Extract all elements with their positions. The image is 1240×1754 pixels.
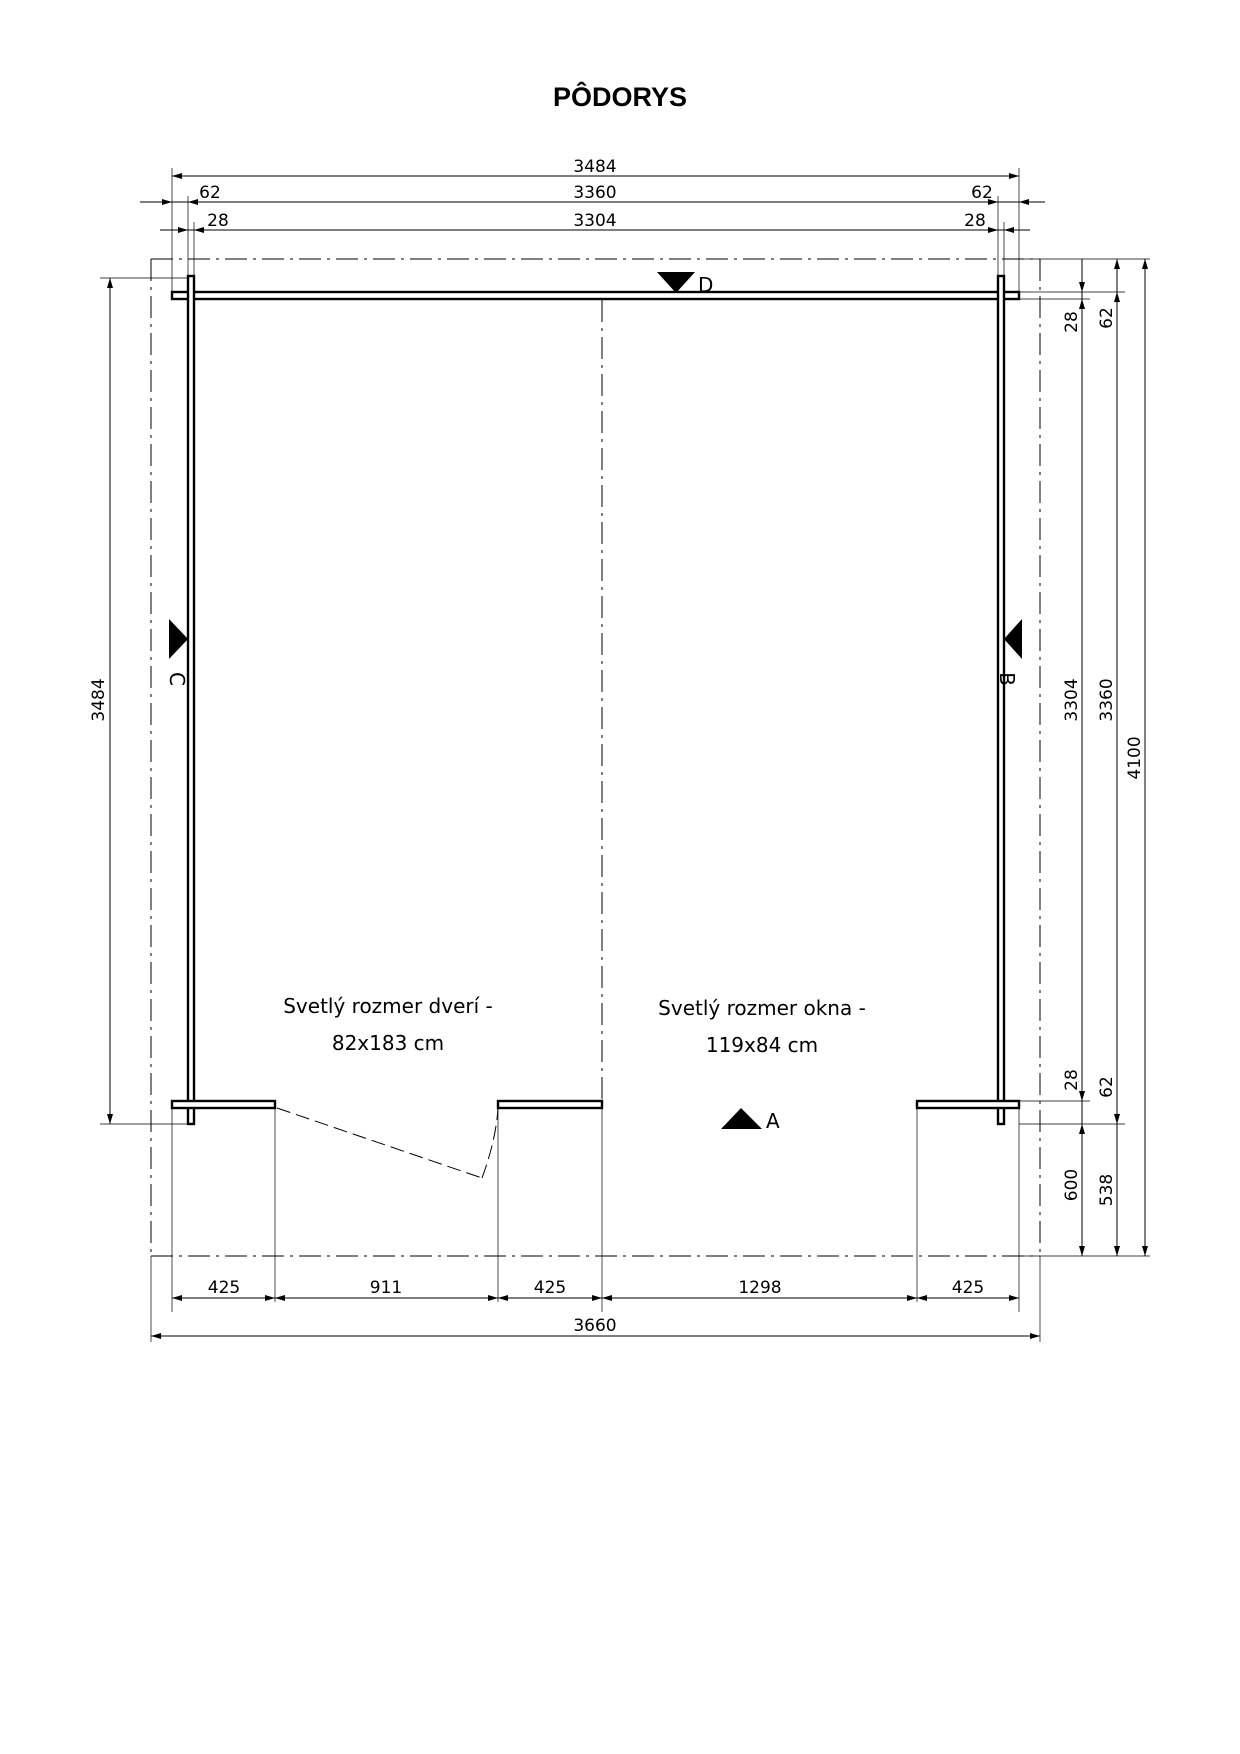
- window-note: [658, 996, 866, 1057]
- dim-top-inner-left: 28: [207, 211, 229, 231]
- dim-bottom-seg2: 911: [369, 1278, 403, 1298]
- dim-top-inner-right: 28: [964, 211, 986, 231]
- section-c-arrow-icon: [169, 619, 188, 659]
- window-note-line-2: 119x84 cm: [705, 1033, 819, 1057]
- window-note-line-1: Svetlý rozmer okna -: [658, 996, 866, 1020]
- dim-top-overall: 3484: [573, 157, 617, 177]
- wall-right: [998, 276, 1004, 1124]
- door-note: [283, 994, 493, 1055]
- section-d-arrow-icon: [657, 272, 695, 293]
- dim-left-depth: 3484: [89, 678, 109, 722]
- dim-right-3304: 3304: [1062, 678, 1082, 722]
- wall-front-middle: [498, 1101, 602, 1108]
- section-b-label: B: [995, 672, 1019, 686]
- dim-right-bot-28: 28: [1062, 1069, 1082, 1091]
- section-a-arrow-icon: [721, 1108, 762, 1129]
- dim-top-mid-left: 62: [199, 183, 221, 203]
- section-c-label: C: [165, 672, 189, 686]
- section-b-arrow-icon: [1004, 619, 1022, 659]
- dim-top-mid-right: 62: [971, 183, 993, 203]
- dim-bottom-seg5: 425: [951, 1278, 985, 1298]
- section-marker-a: [721, 1108, 780, 1133]
- wall-back: [172, 292, 1019, 299]
- wall-front-right: [917, 1101, 1019, 1108]
- bottom-dimensions: [151, 1108, 1040, 1342]
- section-marker-c: [165, 619, 189, 686]
- right-dimensions: [1004, 259, 1150, 1256]
- left-dimension: [89, 278, 188, 1124]
- dim-top-inner: 3304: [573, 211, 617, 231]
- dim-right-bot-62: 62: [1097, 1076, 1117, 1098]
- dim-bottom-seg1: 425: [207, 1278, 241, 1298]
- dim-bottom-total: 3660: [573, 1316, 617, 1336]
- dim-right-538: 538: [1097, 1173, 1117, 1207]
- wall-left: [188, 276, 194, 1124]
- section-d-label: D: [698, 273, 714, 297]
- top-dimensions: [140, 157, 1045, 292]
- page-title: PÔDORYS: [552, 82, 688, 112]
- dim-right-total: 4100: [1125, 736, 1145, 780]
- dim-right-top-28: 28: [1062, 311, 1082, 333]
- dim-bottom-seg3: 425: [533, 1278, 567, 1298]
- dim-top-mid: 3360: [573, 183, 617, 203]
- section-a-label: A: [766, 1109, 780, 1133]
- wall-front-left: [172, 1101, 275, 1108]
- dim-right-600: 600: [1062, 1168, 1082, 1202]
- dim-bottom-seg4: 1298: [738, 1278, 782, 1298]
- door-note-line-1: Svetlý rozmer dverí -: [283, 994, 493, 1018]
- door-note-line-2: 82x183 cm: [331, 1031, 445, 1055]
- door-swing: [277, 1108, 498, 1178]
- dim-right-top-62: 62: [1097, 307, 1117, 329]
- dim-right-3360: 3360: [1097, 678, 1117, 722]
